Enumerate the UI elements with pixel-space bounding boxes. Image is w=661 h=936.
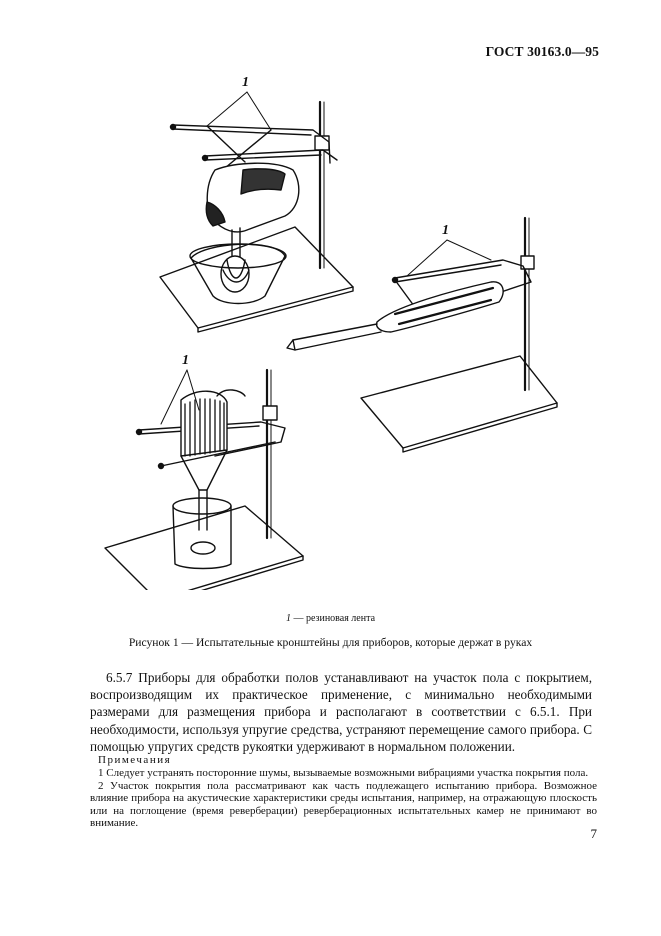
drawing-upright-appliance xyxy=(105,370,303,590)
callout-label-1b: 1 xyxy=(442,223,449,238)
figure-legend xyxy=(0,613,661,624)
callout-label-1c: 1 xyxy=(182,353,189,368)
notes-section xyxy=(90,754,597,829)
figure-caption: Рисунок 1 — Испытательные кронштейны для приборов, которые держат в руках xyxy=(128,636,533,649)
drawing-hand-mixer xyxy=(160,102,353,332)
notes-title: Примечания xyxy=(98,754,172,766)
note-item-1: 1 Следует устранять посторонние шумы, вызываемые возможными вибрациями участка покрытия пола. xyxy=(98,767,589,780)
page-number: 7 xyxy=(590,826,597,841)
body-paragraph-6-5-7: 6.5.7 Приборы для обработки полов устанавливают на участок пола с покрытием, воспроизводящим их практическое применение, с минимально необходимыми размерами для размещения прибора и располагают в соответствии с 6.5.1. При необходимости, используя упругие средства, устраняют перемещение самого прибора. С помощью упругих средств рукоятки удерживают в нормальном положении. xyxy=(90,670,592,754)
body-section xyxy=(90,669,592,755)
legend-number: 1 xyxy=(285,613,291,624)
drawing-handheld-tool xyxy=(287,218,557,452)
figure-test-brackets xyxy=(95,70,575,590)
note-item-2: 2 Участок покрытия пола рассматривают как часть подлежащего испытанию прибора. Возможное влияние прибора на акустические характеристики среды испытания, например, на отражающую плоскость или на поглощение (время реверберации) реверберационных испытательных камер не принимают во внимание. xyxy=(90,779,597,830)
document-code-header: ГОСТ 30163.0—95 xyxy=(485,44,599,59)
callout-label-1a: 1 xyxy=(242,75,249,90)
legend-text: — резиновая лента xyxy=(290,613,376,624)
